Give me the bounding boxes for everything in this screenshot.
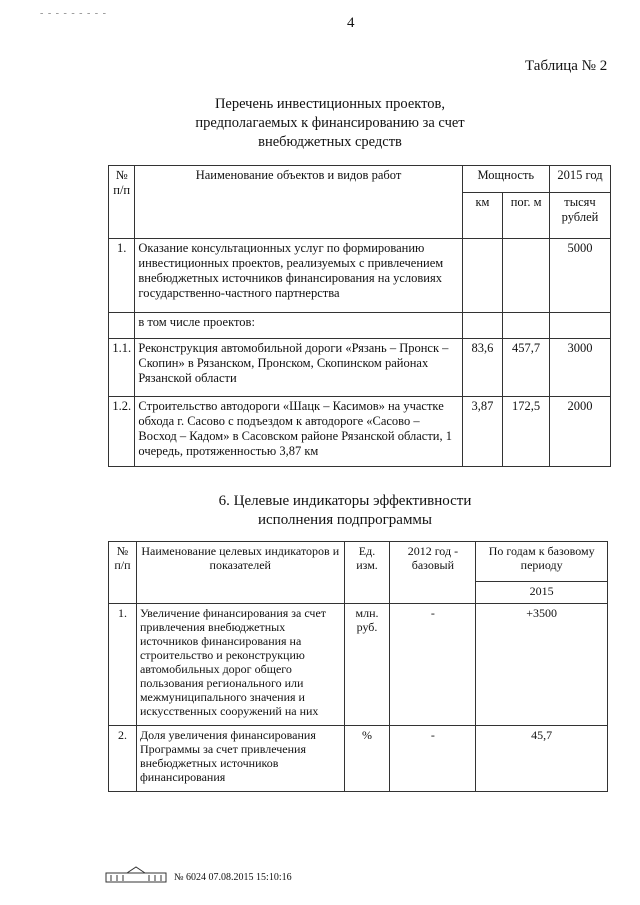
table-row: [109, 604, 608, 726]
header-name: Наименование объектов и видов работ: [135, 166, 462, 239]
row-pogm: 457,7: [503, 339, 550, 397]
row-km: 83,6: [462, 339, 503, 397]
row-value: +3500: [476, 604, 608, 726]
investment-projects-table: [108, 165, 611, 467]
row-name: Доля увеличения финансирования Программы за счет привлечения внебюджетных источников финансирования: [136, 726, 344, 792]
row-num: [109, 313, 135, 339]
section6-title: [170, 492, 520, 530]
header-year: 2015 год: [549, 166, 610, 193]
row-name: Оказание консультационных услуг по формированию инвестиционных проектов, реализуемых с привлечением внебюджетных источников финансирования на условиях государственно-частного партнерства: [135, 239, 462, 313]
table1-title-line: внебюджетных средств: [258, 134, 402, 150]
row-unit: млн. руб.: [344, 604, 390, 726]
row-value: 45,7: [476, 726, 608, 792]
row-num: 2.: [109, 726, 137, 792]
document-stamp: № 6024 07.08.2015 15:10:16: [174, 872, 292, 883]
row-value: 2000: [549, 397, 610, 467]
table1-title-line: предполагаемых к финансированию за счет: [195, 115, 465, 131]
row-km: [462, 313, 503, 339]
row-unit: %: [344, 726, 390, 792]
row-name: Увеличение финансирования за счет привлечения внебюджетных источников финансирования на строительство и реконструкцию автомобильных дорог общего пользования регионального или межмуниципального значения и искусственных сооружений на них: [136, 604, 344, 726]
table1-title-line: Перечень инвестиционных проектов,: [214, 96, 446, 112]
row-pogm: [503, 239, 550, 313]
header-unit: Ед. изм.: [344, 542, 390, 604]
header-pogm: пог. м: [503, 193, 550, 239]
page-number: 4: [347, 15, 355, 31]
header-base: 2012 год - базовый: [390, 542, 476, 604]
header-unit: тысяч рублей: [549, 193, 610, 239]
row-num: 1.1.: [109, 339, 135, 397]
top-dashes: - - - - - - - - -: [40, 8, 107, 19]
row-base: -: [390, 726, 476, 792]
header-power: Мощность: [462, 166, 549, 193]
section6-title-line: исполнения подпрограммы: [257, 512, 433, 528]
table-row: [109, 397, 611, 467]
row-num: 1.2.: [109, 397, 135, 467]
row-value: [549, 313, 610, 339]
header-num: № п/п: [109, 166, 135, 239]
row-num: 1.: [109, 604, 137, 726]
row-value: 3000: [549, 339, 610, 397]
row-pogm: [503, 313, 550, 339]
table-label: Таблица № 2: [525, 58, 608, 74]
table-row: [109, 313, 611, 339]
target-indicators-table: [108, 541, 608, 792]
row-pogm: 172,5: [503, 397, 550, 467]
table1-title: [180, 95, 480, 152]
row-name: в том числе проектов:: [135, 313, 462, 339]
table-row: [109, 726, 608, 792]
row-km: [462, 239, 503, 313]
header-km: км: [462, 193, 503, 239]
row-name: Реконструкция автомобильной дороги «Рязань – Пронск – Скопин» в Рязанском, Пронском, Скопинском районах Рязанской области: [135, 339, 462, 397]
section6-title-line: 6. Целевые индикаторы эффективности: [218, 493, 472, 509]
row-value: 5000: [549, 239, 610, 313]
table-row: [109, 339, 611, 397]
government-building-icon: [105, 866, 167, 889]
row-num: 1.: [109, 239, 135, 313]
row-name: Строительство автодороги «Шацк – Касимов» на участке обхода г. Сасово с подъездом к автодороге «Сасово – Восход – Кадом» в Сасовском районе Рязанской области, 1 очередь, протяженностью 3,87 км: [135, 397, 462, 467]
row-km: 3,87: [462, 397, 503, 467]
row-base: -: [390, 604, 476, 726]
header-period: По годам к базовому периоду: [476, 542, 608, 582]
header-year: 2015: [476, 582, 608, 604]
header-name: Наименование целевых индикаторов и показателей: [136, 542, 344, 604]
table-row: [109, 239, 611, 313]
header-num: № п/п: [109, 542, 137, 604]
